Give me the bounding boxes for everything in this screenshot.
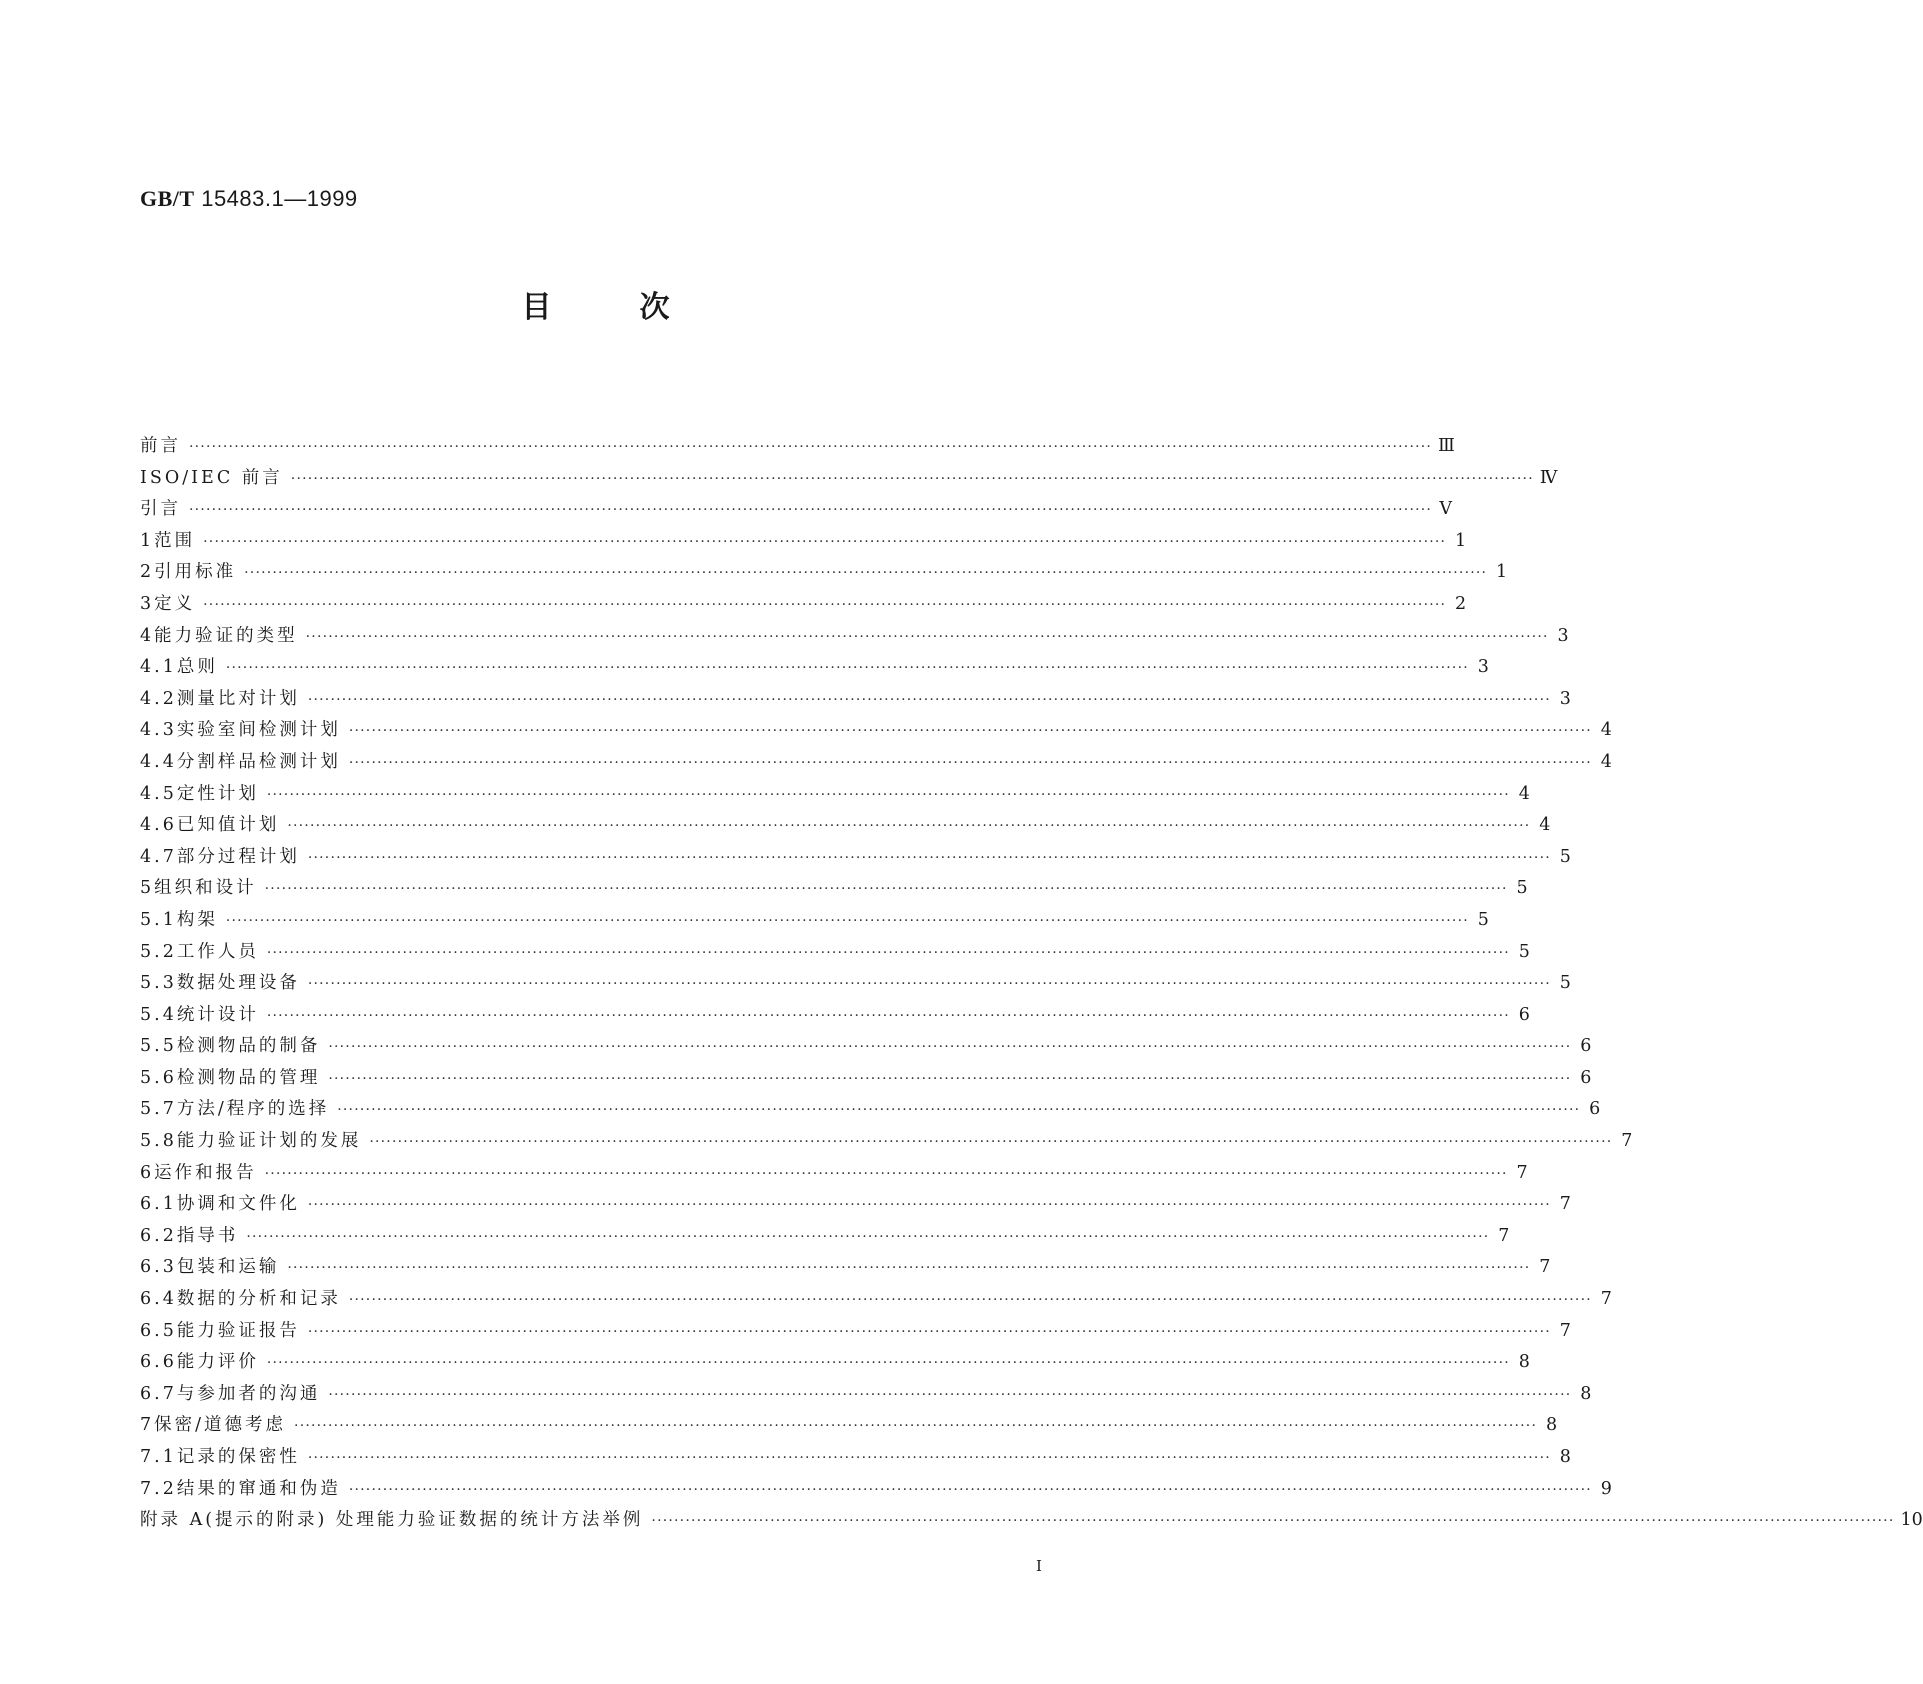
- toc-entry-page: 9: [1600, 1478, 1612, 1499]
- toc-entry-page: 5: [1516, 878, 1528, 899]
- toc-entry-number: 4.2: [140, 688, 177, 709]
- toc-leader-dots: ····························································································································································································································: [348, 1481, 1592, 1498]
- toc-entry[interactable]: [140, 843, 1571, 875]
- toc-entry-number: 5.1: [140, 909, 177, 930]
- toc-entry-page: 8: [1559, 1447, 1571, 1467]
- toc-leader-dots: ····························································································································································································································: [307, 691, 1551, 708]
- toc-leader-dots: ····························································································································································································································: [287, 818, 1531, 835]
- toc-entry-number: 6.1: [140, 1194, 177, 1215]
- toc-leader-dots: ····························································································································································································································: [225, 660, 1469, 677]
- toc-leader-dots: ····························································································································································································································: [266, 1355, 1510, 1372]
- toc-entry-page: 7: [1621, 1131, 1633, 1152]
- toc-entry-number: 3: [140, 593, 155, 614]
- toc-entry[interactable]: [140, 495, 1453, 527]
- toc-entry-label: 结果的窜通和伪造: [176, 1478, 341, 1499]
- toc-leader-dots: ····························································································································································································································: [203, 596, 1447, 613]
- toc-entry-number: 6.3: [140, 1257, 177, 1278]
- toc-entry[interactable]: [140, 1064, 1592, 1096]
- toc-leader-dots: ····························································································································································································································: [264, 881, 1508, 898]
- toc-entry[interactable]: [140, 969, 1571, 1001]
- toc-leader-dots: ····························································································································································································································: [369, 1134, 1613, 1151]
- toc-entry-page: 7: [1559, 1194, 1571, 1215]
- toc-entry-number: 4.1: [140, 657, 177, 678]
- toc-entry[interactable]: [140, 558, 1508, 590]
- toc-entry[interactable]: [140, 1190, 1571, 1222]
- toc-entry[interactable]: [140, 527, 1467, 559]
- toc-entry-number: 5.5: [140, 1036, 177, 1057]
- toc-entry-page: 2: [1455, 593, 1467, 614]
- toc-entry-label: 已知值计划: [176, 815, 280, 836]
- toc-entry-page: 3: [1559, 688, 1571, 709]
- toc-entry-page: 4: [1518, 783, 1530, 804]
- toc-entry-number: 6.5: [140, 1320, 177, 1341]
- toc-entry[interactable]: [140, 1506, 1923, 1538]
- toc-entry-number: 4.4: [140, 751, 177, 772]
- toc-leader-dots: ····························································································································································································································: [287, 1260, 1531, 1277]
- toc-entry[interactable]: [140, 1001, 1530, 1033]
- toc-entry-page: 4: [1600, 720, 1612, 741]
- table-of-contents: [140, 432, 1923, 1538]
- toc-entry[interactable]: [140, 780, 1530, 812]
- toc-entry[interactable]: [140, 748, 1612, 780]
- toc-entry-number: 4.5: [140, 783, 177, 804]
- toc-entry-page: 7: [1516, 1162, 1528, 1183]
- toc-leader-dots: ····························································································································································································································: [307, 849, 1551, 866]
- toc-entry[interactable]: [140, 811, 1551, 843]
- toc-entry-label: 工作人员: [176, 941, 259, 962]
- toc-entry[interactable]: [140, 906, 1489, 938]
- toc-entry-number: 5: [140, 878, 155, 899]
- toc-entry[interactable]: [140, 464, 1558, 496]
- toc-leader-dots: ····························································································································································································································: [266, 786, 1510, 803]
- toc-entry-label: 测量比对计划: [176, 688, 300, 709]
- toc-entry-label: 运作和报告: [154, 1162, 257, 1183]
- toc-entry-number: 6.2: [140, 1225, 177, 1246]
- toc-entry-number: 5.2: [140, 941, 177, 962]
- toc-entry[interactable]: [140, 1411, 1558, 1443]
- toc-entry-number: 5.4: [140, 1004, 177, 1025]
- page-title: 目次: [521, 290, 758, 325]
- toc-entry-label: 能力验证的类型: [154, 625, 298, 646]
- toc-entry-page: 1: [1496, 562, 1508, 583]
- toc-entry-page: 8: [1518, 1352, 1530, 1373]
- toc-entry-label: 统计设计: [176, 1004, 259, 1025]
- toc-leader-dots: ····························································································································································································································: [328, 1070, 1572, 1087]
- toc-leader-dots: ····························································································································································································································: [266, 1007, 1510, 1024]
- toc-entry-page: Ⅲ: [1438, 436, 1455, 456]
- toc-leader-dots: ····························································································································································································································: [348, 723, 1592, 740]
- toc-entry[interactable]: [140, 653, 1489, 685]
- toc-entry[interactable]: [140, 1475, 1612, 1507]
- toc-entry-label: 定义: [154, 593, 196, 614]
- toc-entry-number: 7: [140, 1415, 155, 1436]
- toc-entry-number: 2: [140, 562, 155, 583]
- toc-entry-page: 5: [1477, 909, 1489, 930]
- toc-entry-label: 检测物品的管理: [176, 1067, 321, 1088]
- toc-entry-label: 指导书: [176, 1225, 239, 1246]
- toc-entry-label: 检测物品的制备: [176, 1036, 321, 1057]
- toc-entry-page: 6: [1580, 1036, 1592, 1057]
- toc-entry[interactable]: [140, 1443, 1571, 1475]
- toc-entry-number: 6.7: [140, 1383, 177, 1404]
- toc-leader-dots: ····························································································································································································································: [294, 1418, 1538, 1435]
- toc-entry-label: 能力评价: [176, 1352, 259, 1373]
- toc-leader-dots: ····························································································································································································································: [290, 470, 1534, 487]
- toc-leader-dots: ····························································································································································································································: [246, 1228, 1490, 1245]
- toc-entry-page: 6: [1580, 1067, 1592, 1088]
- toc-entry-number: 4: [140, 625, 155, 646]
- toc-entry-label: 能力验证计划的发展: [176, 1131, 362, 1152]
- toc-entry[interactable]: [140, 622, 1569, 654]
- toc-entry-label: 引用标准: [154, 562, 237, 583]
- toc-entry-number: 5.7: [140, 1099, 177, 1120]
- toc-entry[interactable]: [140, 1317, 1571, 1349]
- toc-entry-label: 定性计划: [176, 783, 259, 804]
- toc-leader-dots: ····························································································································································································································: [244, 565, 1488, 582]
- toc-entry-label: ISO/IEC 前言: [140, 467, 283, 488]
- toc-entry-label: 前言: [140, 436, 181, 456]
- toc-leader-dots: ····························································································································································································································: [266, 944, 1510, 961]
- toc-entry-page: 6: [1589, 1099, 1601, 1120]
- toc-entry-page: 4: [1600, 751, 1612, 772]
- toc-entry-page: 7: [1539, 1257, 1551, 1278]
- toc-leader-dots: ····························································································································································································································: [328, 1386, 1572, 1403]
- toc-entry-number: 5.3: [140, 973, 177, 994]
- toc-entry[interactable]: [140, 938, 1530, 970]
- toc-entry-page: 5: [1559, 846, 1571, 867]
- toc-entry-page: 1: [1455, 530, 1467, 551]
- toc-entry-label: 协调和文件化: [176, 1194, 300, 1215]
- toc-entry-label: 实验室间检测计划: [176, 720, 341, 741]
- toc-entry-number: 4.7: [140, 846, 177, 867]
- toc-entry-number: 1: [140, 530, 155, 551]
- toc-entry-label: 总则: [176, 657, 218, 678]
- toc-entry-page: 8: [1545, 1415, 1558, 1436]
- toc-entry[interactable]: [140, 1380, 1592, 1412]
- toc-entry-page: 7: [1600, 1289, 1612, 1310]
- toc-entry-label: 附录 A(提示的附录) 处理能力验证数据的统计方法举例: [140, 1510, 644, 1531]
- toc-entry-label: 与参加者的沟通: [176, 1383, 321, 1404]
- toc-entry-number: 6.4: [140, 1289, 177, 1310]
- toc-entry-label: 构架: [176, 909, 218, 930]
- toc-entry[interactable]: [140, 874, 1528, 906]
- toc-entry-page: 4: [1539, 815, 1551, 836]
- toc-leader-dots: ····························································································································································································································: [651, 1513, 1895, 1530]
- standard-number: 15483.1—1999: [201, 186, 358, 211]
- toc-leader-dots: ····························································································································································································································: [189, 502, 1433, 519]
- toc-leader-dots: ····························································································································································································································: [307, 1450, 1551, 1466]
- toc-leader-dots: ····························································································································································································································: [307, 1323, 1551, 1340]
- page-folio: I: [1036, 1557, 1042, 1575]
- toc-entry-number: 6: [140, 1162, 155, 1183]
- toc-leader-dots: ····························································································································································································································: [307, 976, 1551, 993]
- toc-entry-page: Ⅳ: [1539, 467, 1558, 488]
- toc-entry-page: 3: [1557, 625, 1569, 646]
- toc-entry-page: 7: [1559, 1320, 1571, 1341]
- toc-entry-label: 范围: [154, 530, 196, 551]
- toc-entry-label: 引言: [140, 499, 181, 520]
- toc-entry-label: 分割样品检测计划: [176, 751, 341, 772]
- toc-entry[interactable]: [140, 1222, 1510, 1254]
- toc-entry[interactable]: [140, 1348, 1530, 1380]
- toc-entry-number: 4.6: [140, 815, 177, 836]
- toc-entry-label: 数据处理设备: [176, 973, 300, 994]
- toc-entry-number: 4.3: [140, 720, 177, 741]
- toc-entry-label: 部分过程计划: [176, 846, 300, 867]
- toc-entry-label: 数据的分析和记录: [176, 1289, 341, 1310]
- toc-entry-label: 方法/程序的选择: [176, 1099, 330, 1120]
- toc-leader-dots: ····························································································································································································································: [225, 912, 1469, 929]
- toc-entry-number: 7.1: [140, 1447, 177, 1467]
- toc-entry-number: 6.6: [140, 1352, 177, 1373]
- toc-entry-page: Ⅴ: [1439, 499, 1453, 520]
- toc-entry[interactable]: [140, 590, 1467, 622]
- toc-entry[interactable]: [140, 1032, 1592, 1064]
- toc-leader-dots: ····························································································································································································································: [348, 754, 1592, 771]
- toc-entry-number: 5.6: [140, 1067, 177, 1088]
- toc-leader-dots: ····························································································································································································································: [305, 628, 1549, 645]
- toc-entry-label: 能力验证报告: [176, 1320, 300, 1341]
- toc-entry-number: 7.2: [140, 1478, 177, 1499]
- toc-entry-number: 5.8: [140, 1131, 177, 1152]
- toc-leader-dots: ····························································································································································································································: [348, 1292, 1592, 1309]
- toc-entry-label: 组织和设计: [154, 878, 257, 899]
- toc-entry-label: 包装和运输: [176, 1257, 280, 1278]
- toc-leader-dots: ····························································································································································································································: [203, 533, 1447, 550]
- toc-entry-label: 保密/道德考虑: [154, 1415, 287, 1436]
- toc-entry[interactable]: [140, 716, 1612, 748]
- toc-leader-dots: ····························································································································································································································: [337, 1102, 1581, 1119]
- toc-leader-dots: ····························································································································································································································: [189, 439, 1433, 455]
- toc-entry-page: 8: [1580, 1383, 1592, 1404]
- toc-entry[interactable]: [140, 685, 1571, 717]
- toc-entry[interactable]: [140, 432, 1455, 464]
- toc-entry-page: 10: [1900, 1510, 1923, 1531]
- toc-entry-label: 记录的保密性: [176, 1447, 300, 1467]
- toc-entry-page: 5: [1559, 973, 1571, 994]
- toc-leader-dots: ····························································································································································································································: [328, 1039, 1572, 1056]
- toc-leader-dots: ····························································································································································································································: [264, 1165, 1508, 1182]
- standard-prefix: GB/T: [140, 186, 195, 211]
- toc-entry[interactable]: [140, 1127, 1633, 1159]
- toc-entry-page: 7: [1498, 1225, 1510, 1246]
- toc-entry-page: 6: [1518, 1004, 1530, 1025]
- toc-entry[interactable]: [140, 1285, 1612, 1317]
- toc-leader-dots: ····························································································································································································································: [307, 1197, 1551, 1214]
- standard-code: [140, 186, 358, 212]
- toc-entry[interactable]: [140, 1095, 1601, 1127]
- toc-entry[interactable]: [140, 1253, 1551, 1285]
- toc-entry-page: 5: [1518, 941, 1530, 962]
- toc-entry-page: 3: [1477, 657, 1489, 678]
- toc-entry[interactable]: [140, 1159, 1528, 1191]
